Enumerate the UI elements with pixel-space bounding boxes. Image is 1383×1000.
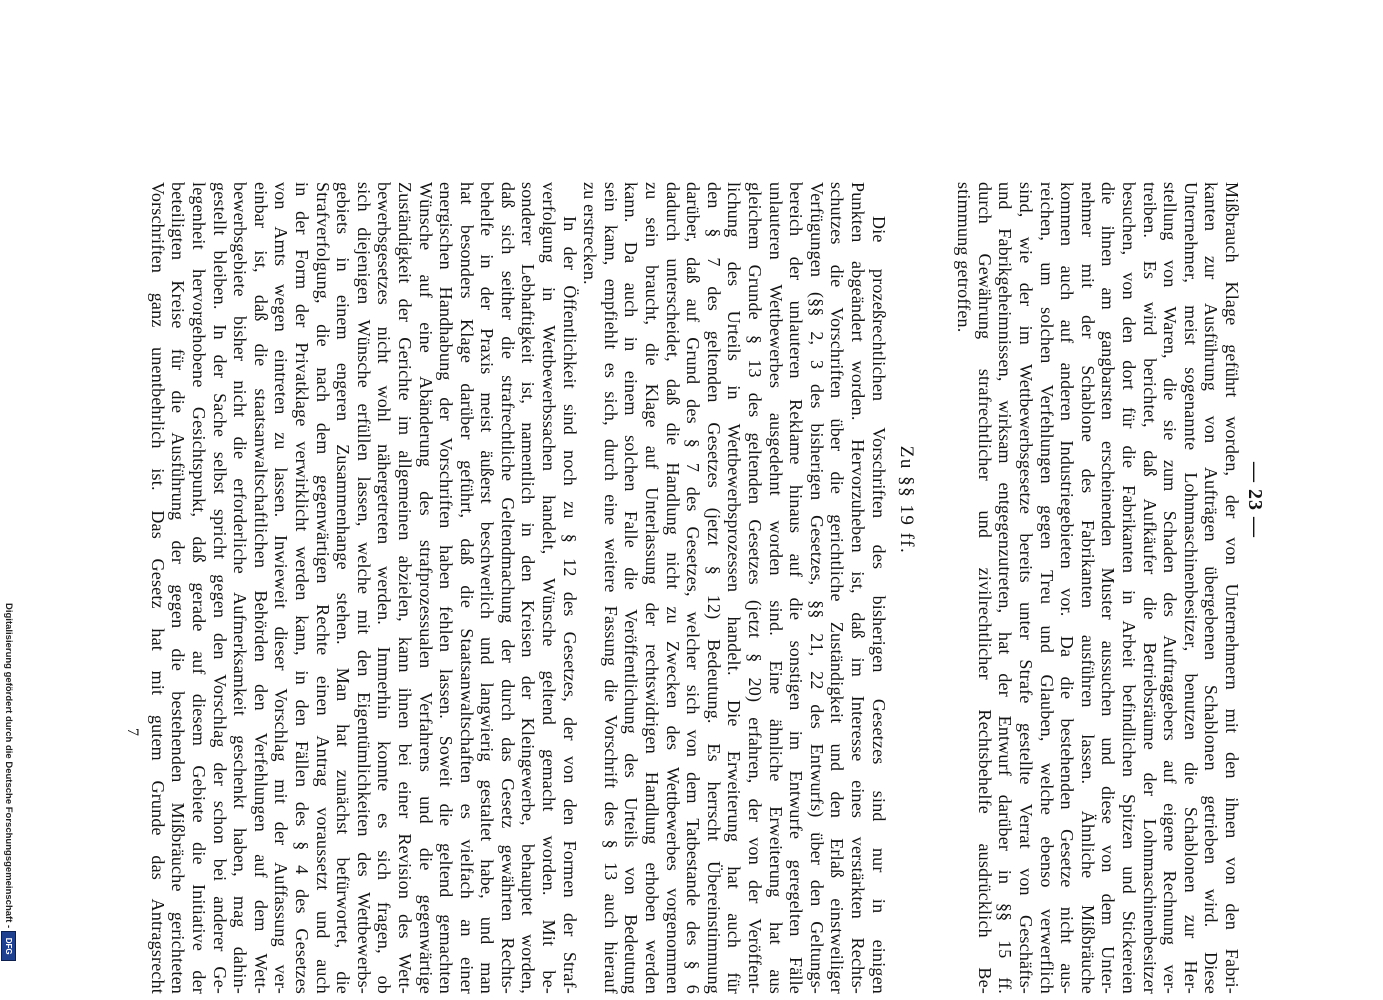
text-line: kanten zur Ausführung von Aufträgen übergebenen Schablonen getrieben wird. Diese (1201, 182, 1222, 994)
text-line: sonderer Lebhaftigkeit ist, namentlich in den Kreisen der Kleingewerbe, behauptet worden, (518, 182, 539, 994)
text-line: stellung von Waren, die sie zum Schaden des Auftraggebers auf eigene Rechnung ver- (1160, 182, 1181, 994)
text-line: verfolgung in Wettbewerbssachen handelt, Wünsche geltend gemacht worden. Mit be- (539, 182, 560, 994)
text-line: gestellt bleiben. In der Sache selbst spricht gegen den Vorschlag der schon bei anderer Ge- (209, 182, 230, 994)
page-number: — 23 — (1244, 462, 1266, 538)
text-line: behelfe in der Praxis meist äußerst beschwerlich und langwierig gestaltet habe, und man (477, 182, 498, 994)
text-line: in der Form der Privatklage verwirklicht werden kann, in den Fällen des § 4 des Gesetzes (291, 182, 312, 994)
text-line: Wünsche auf eine Abänderung des strafprozessualen Verfahrens und die gegenwärtige (415, 182, 436, 994)
text-line: von Amts wegen eintreten zu lassen. Inwieweit dieser Vorschlag mit der Auffassung ver- (271, 182, 292, 994)
text-line: daß sich seither die strafrechtliche Geltendmachung der durch das Gesetz gewährten Rechts- (497, 182, 518, 994)
paragraph-1 (954, 182, 1242, 994)
text-line: energischen Handhabung der Vorschriften haben fehlen lassen. Soweit die geltend gemachten (436, 182, 457, 994)
text-line: gebiets in einem engeren Zusammenhange stehen. Man hat zunächst befürwortet, die (333, 182, 354, 994)
text-line: die ihnen am gangbarsten erscheinenden Muster aussuchen und diese von dem Unter- (1098, 182, 1119, 994)
text-line: legenheit hervorgehobene Gesichtspunkt, daß gerade auf diesem Gebiete die Initiative der (189, 182, 209, 994)
dfg-logo-icon: DFG (1, 931, 16, 961)
text-body (147, 182, 1242, 994)
text-line: Verfügungen (§§ 2, 3 des bisherigen Gesetzes, §§ 21, 22 des Entwurfs) über den Geltungs- (806, 182, 827, 994)
text-line: beteiligten Kreise für die Ausführung der gegen die bestehenden Mißbräuche gerichteten (168, 182, 189, 994)
text-line: stimmung getroffen. (954, 182, 975, 333)
text-line: darüber, daß auf Grund des § 7 des Gesetzes, welcher sich von dem Tatbestande des § 6 (683, 182, 704, 994)
text-line: zu erstrecken. (580, 182, 601, 285)
text-line: durch Gewährung strafrechtlicher und zivilrechtlicher Rechtsbehelfe ausdrücklich Be- (974, 182, 995, 994)
text-line: kommen auch auf anderen Industriegebieten vor. Da die bestehenden Gesetze nicht aus- (1057, 182, 1078, 994)
text-line: lichung des Urteils in Wettbewerbsprozessen handelt. Die Erweiterung hat auch für (724, 182, 745, 994)
signature-mark: 7 (124, 728, 141, 736)
text-line: bewerbsgesetzes nicht wohl nähergetreten werden. Immerhin konnte es sich fragen, ob (374, 182, 395, 994)
text-line: unlauteren Wettbewerbes ausgedehnt worden sind. Eine ähnliche Erweiterung hat aus (765, 182, 786, 994)
text-line: zu sein braucht, die Klage auf Unterlassung der rechtswidrigen Handlung erhoben werden (642, 182, 663, 994)
text-line: den § 7 des geltenden Gesetzes (jetzt § 12) Bedeutung. Es herrscht Übereinstimmung (703, 182, 724, 994)
text-line: Punkten abgeändert worden. Hervorzuheben ist, daß im Interesse eines verstärkten Rechts- (848, 182, 868, 994)
text-line: einbar ist, daß die staatsanwaltschaftlichen Behörden den Verfehlungen auf dem Wett- (250, 182, 271, 994)
funding-note-text: Digitalisierung gefördert durch die Deutsche Forschungsgemeinschaft - (3, 603, 14, 929)
text-line: Strafverfolgung, die nach dem gegenwärtigen Rechte einen Antrag voraussetzt und auch (312, 182, 333, 994)
text-line: treiben. Es wird berichtet, daß Aufkäufer die Betriebsräume der Lohnmaschinenbesitzer (1139, 182, 1160, 994)
text-line: Vorschriften ganz unentbehrlich ist. Das Gesetz hat mit gutem Grunde das Antragsrecht (147, 182, 168, 994)
text-line: und Fabrikgeheimnissen, wirksam entgegenzutreten, hat der Entwurf darüber in §§ 15 ff. (995, 182, 1016, 994)
text-line: nehmer mit der Schablone des Fabrikanten ausführen lassen. Ähnliche Mißbräuche (1077, 182, 1098, 994)
text-line: kann. Da auch in einem solchen Falle die Veröffentlichung des Urteils von Bedeutung (621, 182, 642, 994)
text-line: schutzes die Vorschriften über die gerichtliche Zuständigkeit und den Erlaß einstweiliger (827, 182, 848, 994)
text-line: sind, wie der im Wettbewerbsgesetze bereits unter Strafe gestellte Verrat von Geschäfts- (1016, 182, 1037, 994)
text-line: In der Öffentlichkeit sind noch zu § 12 des Gesetzes, der von den Formen der Straf- (559, 216, 580, 994)
text-line: bewerbsgebiete bisher nicht die erforderliche Aufmerksamkeit geschenkt haben, mag dahin- (230, 182, 251, 994)
funding-note (1, 603, 16, 961)
text-line: gleichem Grunde § 13 des geltenden Gesetzes (jetzt § 20) erfahren, der von der Veröffent- (745, 182, 766, 994)
text-line: dadurch unterscheidet, daß die Handlung nicht zu Zwecken des Wettbewerbes vorgenommen (662, 182, 683, 994)
text-line: sein kann, empfiehlt es sich, durch eine weitere Fassung die Vorschrift des § 13 auch hierauf (600, 182, 621, 994)
text-line: bereich der unlauteren Reklame hinaus auf die sonstigen im Entwurfe geregelten Fälle (786, 182, 807, 994)
text-line: besuchen, von den dort für die Fabrikanten in Arbeit befindlichen Spitzen und Stickereien (1119, 182, 1140, 994)
paragraph-2 (580, 182, 889, 994)
paragraph-3 (147, 182, 579, 994)
section-heading: Zu §§ 19 ff. (895, 445, 917, 555)
text-line: Mißbrauch Klage geführt worden, der von Unternehmern mit den ihnen von den Fabri- (1222, 182, 1242, 994)
text-line: Zuständigkeit der Gerichte im allgemeinen abzielen, kann ihnen bei einer Revision des Wett- (394, 182, 415, 994)
text-line: sich diejenigen Wünsche erfüllen lassen, welche mit den Eigentümlichkeiten des Wettbewerbs- (353, 182, 374, 994)
text-line: Unternehmer, meist sogenannte Lohnmaschinenbesitzer, benutzen die Schablonen zur Her- (1180, 182, 1201, 994)
text-line: hat besonders Klage darüber geführt, daß die Staatsanwaltschaften es vielfach an einer (456, 182, 477, 994)
text-line: Die prozeßrechtlichen Vorschriften des bisherigen Gesetzes sind nur in einigen (868, 216, 889, 994)
text-line: reichen, um solchen Verfehlungen gegen Treu und Glauben, welche ebenso verwerflich (1036, 182, 1057, 994)
